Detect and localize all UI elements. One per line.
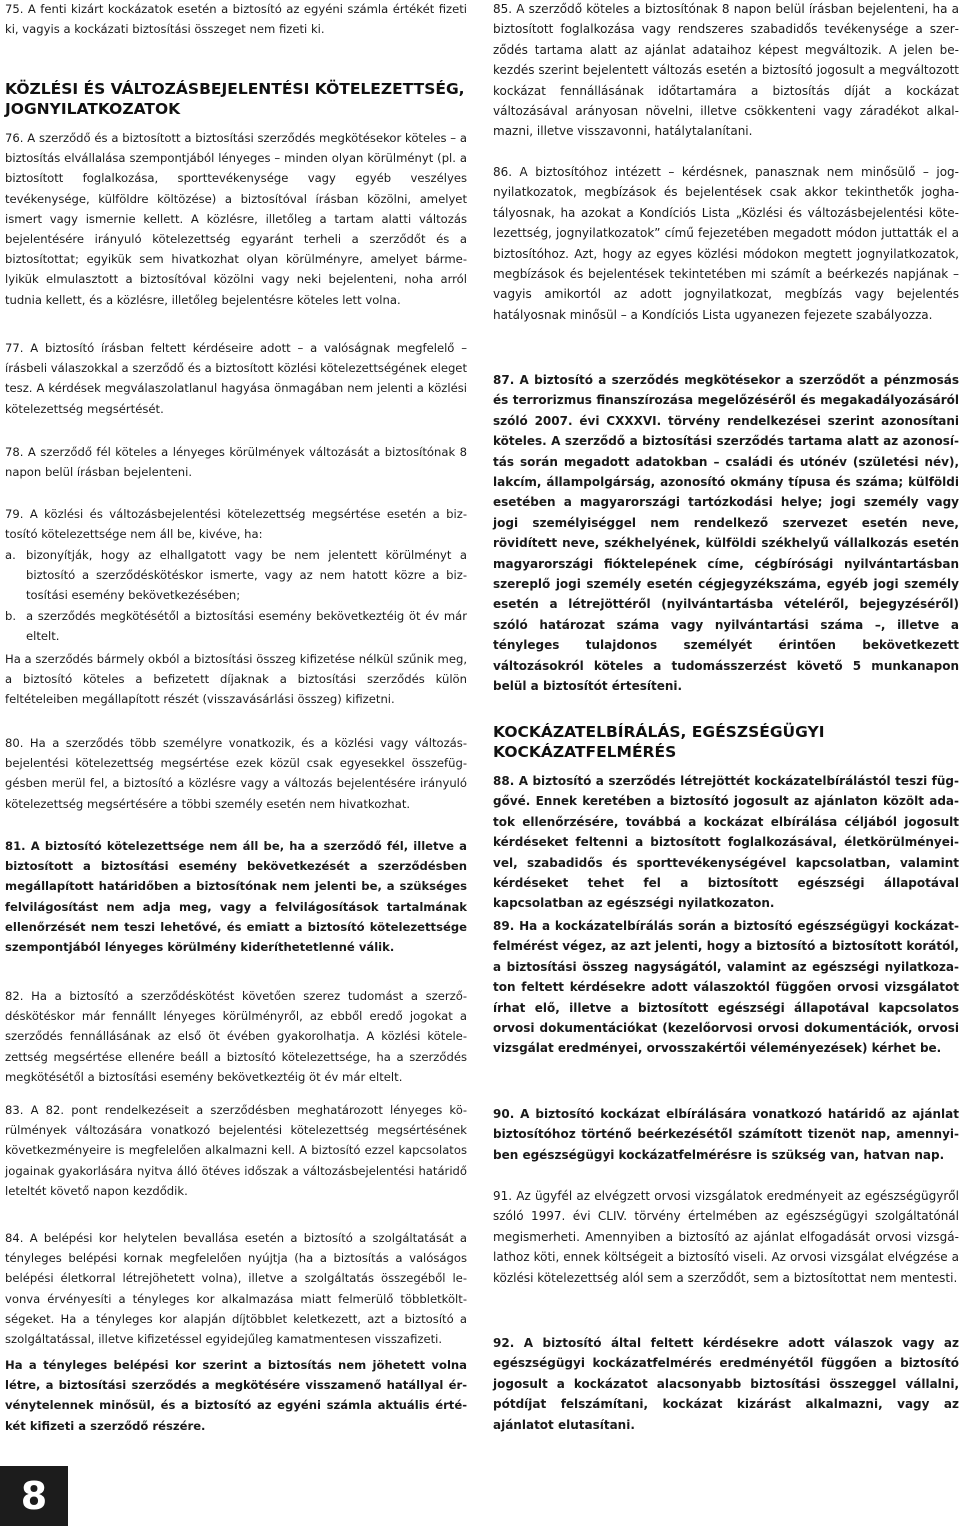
paragraph-86: 86. A biztosítóhoz intézett – kérdésnek, panasznak nem minősülő – jognyilatkozatok, megbízások és bejelentések csak akkor tekinthetők joghatályosnak, ha azokat a Kondíciós Lista „Közlési és változásbejelentési kötelezettség, jognyilatkozatok” című fejezetében megadott módon juttatták el a biztosítóhoz. Azt, hogy az egyes közlési módokon megtett jognyilatkozatok, megbízások és bejelentések tekintetében mi számít a beérkezés napjának – vagyis amikortól az adott jognyilatkozat, megbízás vagy bejelentés hatályosnak minősül – a Kondíciós Lista ugyanezen fejezete szabályozza.: [493, 165, 959, 322]
paragraph-84: 84. A belépési kor helytelen bevallása esetén a biztosító a szolgáltatását a tényleges belépési kornak megfelelően nyújtja (ha a biztosítás a valóságos belépési életkorral létrejöhetett volna), illetve a szolgáltatás összegéből levonva érvényesíti a tényleges kor alkalmazása miatt felmerülő többletköltségeket. Ha a tényleges kor alapján díjtöbblet keletkezett, azt a biztosító a szolgáltatással, illetve kifizetéssel egyidejűleg kamatmentesen visszafizeti.: [5, 1231, 467, 1347]
paragraph-82: 82. Ha a biztosító a szerződéskötést követően szerez tudomást a szerződéskötéskor már fennállt lényeges körülményről, az ebből eredő jogokat a szerződés fennállásának az első öt évében gyakorolhatja. A közlési kötelezettség megsértése ellenére beáll a biztosító kötelezettsége, ha a szerződés megkötésétől a biztosítási esemény bekövetkeztéig öt év már eltelt.: [5, 989, 467, 1084]
paragraph-75: 75. A fenti kizárt kockázatok esetén a biztosító az egyéni számla értékét fizeti ki, vagyis a kockázati biztosítási összeget nem fizeti ki.: [5, 2, 467, 37]
paragraph-88: 88. A biztosító a szerződés létrejöttét kockázatelbírálástól teszi függővé. Ennek keretében a biztosító jogosult az ajánlaton közölt adatok ellenőrzésére, továbbá a kockázat elbírálása céljából jogosult kérdéseket feltenni a biztosított foglalkozásával, életkörülményeivel, szabadidős és sporttevékenységével kapcsolatban, valamint kérdéseket tehet fel a biztosított egészségi állapotával kapcsolatban az egészségi nyilatkozaton.: [493, 774, 959, 911]
list-item: [5, 606, 467, 646]
list-item: [5, 545, 467, 606]
paragraph-92: 92. A biztosító által feltett kérdésekre adott válaszok vagy az egészségügyi kockázatfelmérés eredményétől függően a biztosító jogosult a kockázatot alacsonyabb biztosítási összeggel vállalni, pótdíjat felszámítani, kockázat kizárást alkalmazni, vagy az ajánlatot elutasítani.: [493, 1336, 959, 1432]
paragraph-79-list: [5, 545, 467, 646]
section-heading-disclosure: KÖZLÉSI ÉS VÁLTOZÁSBEJELENTÉSI KÖTELEZETTSÉG, JOGNYILATKOZATOK: [5, 80, 465, 118]
paragraph-78: 78. A szerződő fél köteles a lényeges körülmények változását a biztosítónak 8 napon belül írásban bejelenteni.: [5, 445, 467, 480]
paragraph-77: 77. A biztosító írásban feltett kérdéseire adott – a valóságnak megfelelő – írásbeli válaszokkal a szerződő és a biztosított közlési kötelezettségének eleget tesz. A kérdések megválaszolatlanul hagyása önmagában nem jelenti a közlési kötelezettség megsértését.: [5, 341, 467, 416]
paragraph-83: 83. A 82. pont rendelkezéseit a szerződésben meghatározott lényeges körülmények változására vonatkozó bejelentési kötelezettség megsértésének következményeire is megfelelően alkalmazni kell. A biztosító ezzel kapcsolatos jogainak gyakorlására nyitva álló ötéves időszak a változásbejelentési határidő leteltét követő napon kezdődik.: [5, 1103, 467, 1198]
paragraph-89: 89. Ha a kockázatelbírálás során a biztosító egészségügyi kockázatfelmérést végez, az azt jelenti, hogy a biztosító a biztosított korától, a biztosítási összeg nagyságától, valamint az egészségi nyilatkozaton feltett kérdésekre adott válaszoktól függően orvosi vizsgálatot írhat elő, illetve a biztosított egészségi állapotával kapcsolatos orvosi dokumentációkat (kezelőorvosi orvosi dokumentációk, orvosi vizsgálat eredményei, orvosszakértői véleményezések) kérhet be.: [493, 919, 959, 1056]
paragraph-87: 87. A biztosító a szerződés megkötésekor a szerződőt a pénzmosás és terrorizmus finanszírozása megelőzéséről és megakadályozásáról szóló 2007. évi CXXXVI. törvény rendelkezései szerint azonosítani köteles. A szerződő a biztosítási szerződés tartama alatt az azonosítás során megadott adatokban – családi és utónév (születési név), lakcím, állampolgárság, azonosító okmány típusa és száma; külföldi esetében a magyarországi tartózkodási helye; jogi személy vagy jogi személyiséggel nem rendelkező szervezet esetén neve, rövidített neve, székhelyének, külföldi székhelyű vállalkozás esetén magyarországi fióktelepének címe, cégbírósági nyilvántartásban szereplő jogi személy esetén cégjegyzékszáma, egyéb jogi személy esetén a létrejöttéről (nyilvántartásba vételéről, bejegyzéséről) szóló határozat száma vagy nyilvántartási száma –, illetve a tényleges tulajdonos személyét érintően bekövetkezett változásokról köteles a tudomásszerzést követő 5 munkanapon belül a biztosítót értesíteni.: [493, 373, 959, 694]
list-item-label: b.: [5, 608, 17, 623]
list-item-text: a szerződés megkötésétől a biztosítási esemény bekövetkeztéig öt év már eltelt.: [26, 608, 467, 643]
paragraph-76: 76. A szerződő és a biztosított a biztosítási szerződés megkötésekor köteles – a biztosítás elvállalása szempontjából lényeges – minden olyan körülményt (pl. a biztosított foglalkozása, sporttevékenysége vagy egyéb veszélyes tevékenysége, külföldre költözése) a biztosítóval írásban közölni, amelyet ismert vagy ismernie kellett. A közlésre, illetőleg a tartam alatti változás bejelentésére irányuló kötelezettség egyaránt terheli a szerződőt és a biztosítottat; egyikük sem hivatkozhat olyan körülményre, amelyet bármelyikük elmulasztott a biztosítóval közölni vagy neki bejelenteni, noha arról tudnia kellett, és a közlésre, illetőleg bejelentésre köteles lett volna.: [5, 131, 467, 307]
paragraph-80: 80. Ha a szerződés több személyre vonatkozik, és a közlési vagy változásbejelentési kötelezettség megsértése ezek közül csak egyesekkel összefüggésben merül fel, a biztosító a közlésre vagy a változás bejelentésére irányuló kötelezettség megsértésére a többi személy esetén nem hivatkozhat.: [5, 736, 467, 811]
page-number: 8: [0, 1466, 68, 1526]
paragraph-85: 85. A szerződő köteles a biztosítónak 8 napon belül írásban bejelenteni, ha a biztosított foglalkozása vagy rendszeres szabadidős tevékenysége a szerződés tartama alatt az ajánlat adataihoz képest megváltozik. A jelen bekezdés szerint bejelentett változás esetén a biztosító jogosult a megváltozott kockázat fennállásának időtartamára a biztosítás díját a kockázat változásával arányosan növelni, illetve csökkenteni vagy záradékot alkalmazni, illetve visszavonni, hatálytalanítani.: [493, 2, 959, 139]
paragraph-90: 90. A biztosító kockázat elbírálására vonatkozó határidő az ajánlat biztosítóhoz történő beérkezésétől számított tizenöt nap, amennyiben egészségügyi kockázatfelmérésre is szükség van, hatvan nap.: [493, 1107, 959, 1162]
paragraph-79: 79. A közlési és változásbejelentési kötelezettség megsértése esetén a biztosító kötelezettsége nem áll be, kivéve, ha:: [5, 507, 467, 542]
list-item-label: a.: [5, 548, 16, 562]
paragraph-84-bold: Ha a tényleges belépési kor szerint a biztosítás nem jöhetett volna létre, a biztosítási szerződés a megkötésére visszamenő hatállyal érvénytelennek minősül, és a biztosító az egyéni számla aktuális értékét kifizeti a szerződő részére.: [5, 1358, 467, 1433]
list-item-text: bizonyítják, hogy az elhallgatott vagy be nem jelentett körülményt a biztosító a szerződéskötéskor ismerte, vagy az nem hatott közre a biztosítási esemény bekövetkezésében;: [26, 548, 467, 603]
paragraph-91: 91. Az ügyfél az elvégzett orvosi vizsgálatok eredményeit az egészségügyről szóló 1997. évi CLIV. törvény értelmében az egészségügyi szolgáltatónál megismerheti. Amennyiben a biztosító az ajánlat elfogadását orvosi vizsgálathoz köti, ennek költségeit a biztosító viseli. Az orvosi vizsgálat elvégzése a közlési kötelezettség alól sem a szerződőt, sem a biztosítottat nem mentesti.: [493, 1189, 959, 1285]
section-heading-risk-assessment: KOCKÁZATELBÍRÁLÁS, EGÉSZSÉGÜGYI KOCKÁZATFELMÉRÉS: [493, 723, 825, 761]
paragraph-79-continuation: Ha a szerződés bármely okból a biztosítási összeg kifizetése nélkül szűnik meg, a biztosító köteles a befizetett díjaknak a biztosítási szerződés külön feltételeiben megállapított részét (visszavásárlási összeg) kifizetni.: [5, 652, 467, 707]
paragraph-81: 81. A biztosító kötelezettsége nem áll be, ha a szerződő fél, illetve a biztosított a biztosítási esemény bekövetkezését a szerződésben megállapított határidőben a biztosítónak nem jelenti be, a szükséges felvilágosítást nem adja meg, vagy a felvilágosítások tartalmának ellenőrzését nem teszi lehetővé, és emiatt a biztosító kötelezettsége szempontjából lényeges körülmény kideríthetetlenné válik.: [5, 839, 467, 955]
